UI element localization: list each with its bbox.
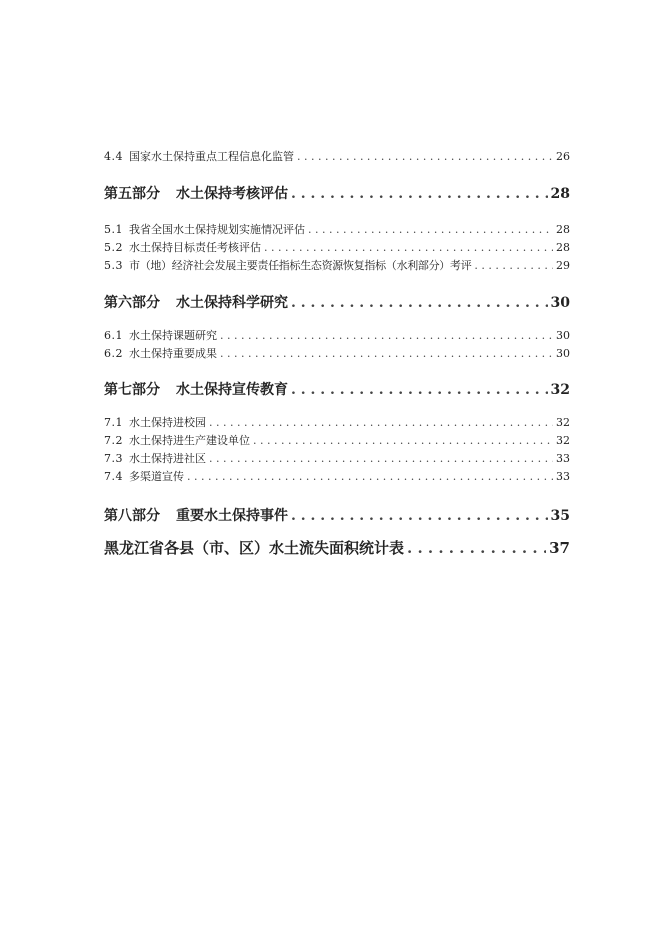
toc-entry-number: 5.1 <box>104 223 123 236</box>
toc-part-title: 重要水土保持事件 <box>176 508 288 524</box>
dot-leader <box>474 258 553 273</box>
toc-entry-5-3[interactable] <box>104 258 570 273</box>
toc-entry-5-2[interactable] <box>104 240 570 255</box>
dot-leader <box>308 222 553 237</box>
dot-leader <box>291 293 548 313</box>
toc-appendix[interactable] <box>104 538 570 558</box>
dot-leader <box>187 469 553 484</box>
dot-leader <box>407 538 546 558</box>
dot-leader <box>220 346 553 361</box>
toc-entry-title: 市（地）经济社会发展主要责任指标生态资源恢复指标（水利部分）考评 <box>129 259 472 272</box>
toc-entry-6-2[interactable] <box>104 346 570 361</box>
toc-entry-number: 7.2 <box>104 434 123 447</box>
toc-entry-4-4[interactable] <box>104 149 570 164</box>
toc-entry-number: 4.4 <box>104 150 123 163</box>
toc-entry-number: 7.4 <box>104 470 123 483</box>
dot-leader <box>291 184 548 204</box>
dot-leader <box>291 380 548 400</box>
toc-entry-page: 32 <box>556 434 570 447</box>
toc-part-5[interactable] <box>104 184 570 204</box>
toc-part-page: 30 <box>550 295 570 311</box>
toc-entry-title: 国家水土保持重点工程信息化监管 <box>129 150 294 163</box>
toc-entry-page: 30 <box>556 347 570 360</box>
dot-leader <box>297 149 553 164</box>
toc-entry-title: 多渠道宣传 <box>129 470 184 483</box>
dot-leader <box>220 328 553 343</box>
toc-entry-number: 6.1 <box>104 329 123 342</box>
toc-part-title: 水土保持考核评估 <box>176 186 288 202</box>
dot-leader <box>209 415 553 430</box>
toc-entry-page: 29 <box>556 259 570 272</box>
toc-entry-page: 30 <box>556 329 570 342</box>
toc-entry-6-1[interactable] <box>104 328 570 343</box>
toc-entry-page: 26 <box>556 150 570 163</box>
toc-entry-page: 33 <box>556 452 570 465</box>
toc-entry-title: 水土保持进生产建设单位 <box>129 434 250 447</box>
toc-entry-page: 28 <box>556 241 570 254</box>
toc-entry-5-1[interactable] <box>104 222 570 237</box>
toc-part-6[interactable] <box>104 293 570 313</box>
dot-leader <box>264 240 553 255</box>
toc-entry-title: 水土保持目标责任考核评估 <box>129 241 261 254</box>
toc-entry-title: 水土保持进社区 <box>129 452 206 465</box>
toc-entry-7-1[interactable] <box>104 415 570 430</box>
toc-part-label: 第五部分 <box>104 186 160 202</box>
dot-leader <box>253 433 553 448</box>
toc-part-label: 第八部分 <box>104 508 160 524</box>
dot-leader <box>209 451 553 466</box>
toc-entry-number: 5.2 <box>104 241 123 254</box>
toc-appendix-title: 黑龙江省各县（市、区）水土流失面积统计表 <box>104 539 405 557</box>
toc-part-label: 第七部分 <box>104 382 160 398</box>
toc-entry-page: 28 <box>556 223 570 236</box>
toc-part-page: 32 <box>550 382 570 398</box>
toc-part-page: 35 <box>550 508 570 524</box>
dot-leader <box>291 506 548 526</box>
toc-entry-7-2[interactable] <box>104 433 570 448</box>
toc-entry-number: 7.1 <box>104 416 123 429</box>
toc-entry-7-4[interactable] <box>104 469 570 484</box>
toc-entry-number: 6.2 <box>104 347 123 360</box>
toc-entry-7-3[interactable] <box>104 451 570 466</box>
toc-entry-page: 32 <box>556 416 570 429</box>
toc-part-7[interactable] <box>104 380 570 400</box>
toc-entry-title: 水土保持课题研究 <box>129 329 217 342</box>
toc-entry-number: 7.3 <box>104 452 123 465</box>
toc-part-title: 水土保持科学研究 <box>176 295 288 311</box>
toc-entry-page: 33 <box>556 470 570 483</box>
toc-part-title: 水土保持宣传教育 <box>176 382 288 398</box>
toc-entry-title: 水土保持进校园 <box>129 416 206 429</box>
toc-entry-number: 5.3 <box>104 259 123 272</box>
toc-part-label: 第六部分 <box>104 295 160 311</box>
toc-part-8[interactable] <box>104 506 570 526</box>
toc-entry-title: 水土保持重要成果 <box>129 347 217 360</box>
toc-part-page: 28 <box>550 186 570 202</box>
toc-entry-title: 我省全国水土保持规划实施情况评估 <box>129 223 305 236</box>
toc-appendix-page: 37 <box>549 539 570 557</box>
